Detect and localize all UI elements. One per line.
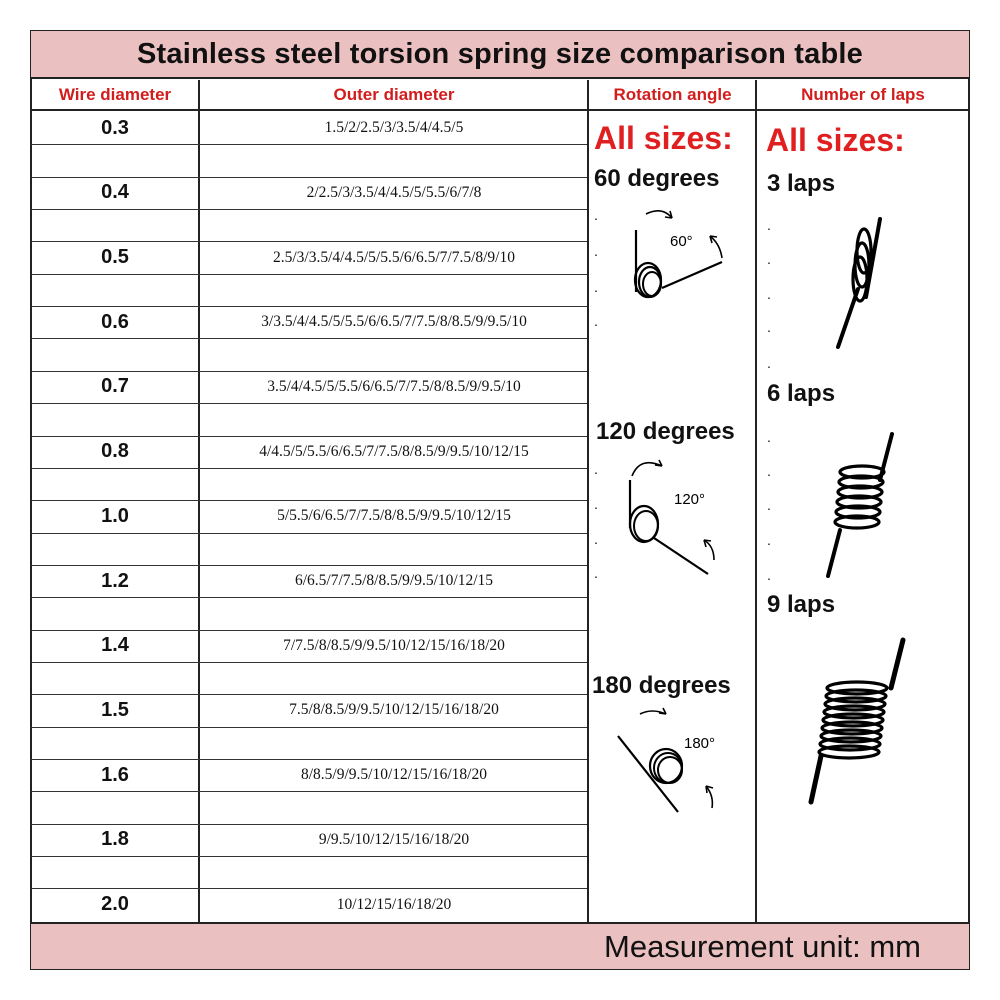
spring-120-degree-diagram bbox=[610, 450, 740, 580]
outer-diameter-cell: 9/9.5/10/12/15/16/18/20 bbox=[318, 830, 470, 848]
spring-6-laps-icon bbox=[822, 430, 897, 580]
outer-diameter-cell: 2/2.5/3/3.5/4/4.5/5/5.5/6/7/8 bbox=[306, 183, 482, 201]
bullet-dot: . bbox=[767, 532, 771, 548]
bullet-dot: . bbox=[594, 243, 598, 259]
laps-9-label: 9 laps bbox=[767, 591, 836, 618]
table-title: Stainless steel torsion spring size comparison table bbox=[31, 31, 969, 79]
wire-diameter-cell: 0.4 bbox=[101, 181, 129, 204]
outer-diameter-cell: 7/7.5/8/8.5/9/9.5/10/12/15/16/18/20 bbox=[283, 636, 505, 654]
row-divider bbox=[31, 791, 587, 792]
row-divider bbox=[31, 468, 587, 469]
outer-diameter-cell: 2.5/3/3.5/4/4.5/5/5.5/6/6.5/7/7.5/8/9/10 bbox=[273, 248, 515, 266]
laps-all-sizes-label: All sizes: bbox=[766, 122, 905, 158]
row-divider bbox=[31, 144, 587, 145]
bullet-dot: . bbox=[767, 567, 771, 583]
spring-3-laps-icon bbox=[830, 215, 890, 350]
outer-diameter-cell: 4/4.5/5/5.5/6/6.5/7/7.5/8/8.5/9/9.5/10/12/15 bbox=[259, 442, 529, 460]
header-wire-diameter: Wire diameter bbox=[31, 80, 199, 111]
wire-diameter-cell: 0.6 bbox=[101, 310, 129, 333]
column-divider bbox=[755, 80, 757, 922]
angle-60-label: 60 degrees bbox=[594, 165, 720, 192]
header-outer-diameter: Outer diameter bbox=[200, 80, 588, 111]
bullet-dot: . bbox=[767, 355, 771, 371]
laps-6-label: 6 laps bbox=[767, 380, 836, 407]
wire-diameter-cell: 1.0 bbox=[101, 504, 129, 527]
bullet-dot: . bbox=[594, 313, 598, 329]
wire-diameter-cell: 1.4 bbox=[101, 634, 129, 657]
row-divider bbox=[31, 533, 587, 534]
outer-diameter-cell: 3/3.5/4/4.5/5/5.5/6/6.5/7/7.5/8/8.5/9/9.5/10 bbox=[261, 313, 527, 331]
bullet-dot: . bbox=[594, 565, 598, 581]
bullet-dot: . bbox=[767, 217, 771, 233]
measurement-unit-footer: Measurement unit: mm bbox=[31, 922, 969, 969]
bullet-dot: . bbox=[594, 207, 598, 223]
outer-diameter-cell: 10/12/15/16/18/20 bbox=[336, 895, 452, 913]
outer-diameter-cell: 7.5/8/8.5/9/9.5/10/12/15/16/18/20 bbox=[289, 701, 499, 719]
bullet-dot: . bbox=[767, 429, 771, 445]
spring-9-laps-icon bbox=[805, 636, 910, 806]
spring-180-degree-diagram bbox=[610, 700, 740, 820]
diagram-60-label: 60° bbox=[670, 233, 693, 250]
wire-diameter-cell: 0.3 bbox=[101, 116, 129, 139]
outer-diameter-cell: 8/8.5/9/9.5/10/12/15/16/18/20 bbox=[300, 766, 487, 784]
diagram-120-label: 120° bbox=[674, 491, 706, 508]
wire-diameter-cell: 0.8 bbox=[101, 440, 129, 463]
row-divider bbox=[31, 662, 587, 663]
wire-diameter-cell: 0.5 bbox=[101, 246, 129, 269]
wire-diameter-cell: 1.2 bbox=[101, 569, 129, 592]
wire-diameter-cell: 1.6 bbox=[101, 763, 129, 786]
outer-diameter-cell: 1.5/2/2.5/3/3.5/4/4.5/5 bbox=[324, 119, 464, 137]
bullet-dot: . bbox=[767, 286, 771, 302]
angle-120-label: 120 degrees bbox=[596, 418, 735, 445]
wire-diameter-cell: 1.5 bbox=[101, 698, 129, 721]
row-divider bbox=[31, 856, 587, 857]
outer-diameter-cell: 5/5.5/6/6.5/7/7.5/8/8.5/9/9.5/10/12/15 bbox=[277, 507, 511, 525]
diagram-180-label: 180° bbox=[684, 735, 716, 752]
wire-diameter-cell: 2.0 bbox=[101, 893, 129, 916]
bullet-dot: . bbox=[767, 463, 771, 479]
outer-diameter-cell: 3.5/4/4.5/5/5.5/6/6.5/7/7.5/8/8.5/9/9.5/10 bbox=[267, 377, 521, 395]
header-number-of-laps: Number of laps bbox=[757, 80, 969, 111]
bullet-dot: . bbox=[594, 461, 598, 477]
bullet-dot: . bbox=[594, 531, 598, 547]
row-divider bbox=[31, 209, 587, 210]
row-divider bbox=[31, 338, 587, 339]
row-divider bbox=[31, 727, 587, 728]
spring-coil bbox=[819, 746, 879, 758]
bullet-dot: . bbox=[767, 319, 771, 335]
bullet-dot: . bbox=[594, 279, 598, 295]
row-divider bbox=[31, 597, 587, 598]
angle-180-label: 180 degrees bbox=[592, 672, 731, 699]
bullet-dot: . bbox=[594, 496, 598, 512]
wire-diameter-cell: 1.8 bbox=[101, 828, 129, 851]
spring-60-degree-diagram bbox=[610, 200, 740, 315]
wire-diameter-cell: 0.7 bbox=[101, 375, 129, 398]
bullet-dot: . bbox=[767, 497, 771, 513]
bullet-dot: . bbox=[767, 251, 771, 267]
laps-3-label: 3 laps bbox=[767, 170, 836, 197]
outer-diameter-cell: 6/6.5/7/7.5/8/8.5/9/9.5/10/12/15 bbox=[294, 572, 494, 590]
header-rotation-angle: Rotation angle bbox=[589, 80, 756, 111]
row-divider bbox=[31, 403, 587, 404]
rotation-all-sizes-label: All sizes: bbox=[594, 120, 733, 156]
row-divider bbox=[31, 274, 587, 275]
